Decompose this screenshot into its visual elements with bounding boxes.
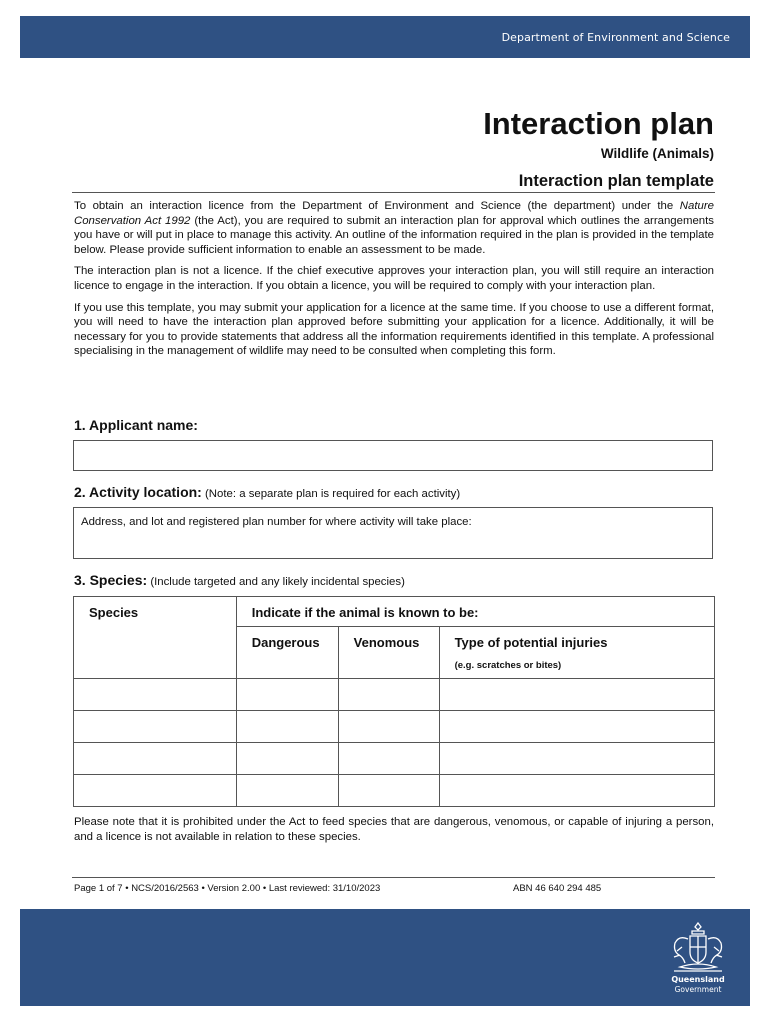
injuries-cell[interactable] — [439, 775, 714, 807]
activity-location-field[interactable] — [73, 507, 713, 559]
dangerous-cell[interactable] — [236, 679, 338, 711]
table-row — [74, 775, 715, 807]
intro-paragraph-2: The interaction plan is not a licence. If the chief executive approves your interaction plan, you will still require an interaction licence to engage in the interaction. If you obtain a licence, you will be required to comply with your interaction plan. — [74, 265, 714, 292]
coat-of-arms-icon — [668, 919, 728, 975]
col-header-dangerous: Dangerous — [236, 627, 338, 679]
intro-text — [74, 199, 714, 366]
col-header-injuries — [439, 627, 714, 679]
intro-p1-end: (the Act), you are required to submit an interaction plan for approval which outlines the arrangements you have or will put in place to manage this activity. An outline of the information required in the plan is provided in the template below. Please provide sufficient information to enable an assessment to be made. — [74, 214, 714, 256]
department-name: Department of Environment and Science — [501, 31, 730, 44]
injuries-cell[interactable] — [439, 679, 714, 711]
template-title: Interaction plan template — [518, 172, 714, 190]
page-info: Page 1 of 7 • NCS/2016/2563 • Version 2.00 • Last reviewed: 31/10/2023 — [74, 883, 381, 894]
location-note: (Note: a separate plan is required for each activity) — [201, 488, 461, 500]
col-header-venomous: Venomous — [338, 627, 439, 679]
location-heading — [74, 484, 460, 500]
table-row — [74, 711, 715, 743]
intro-p1-start: To obtain an interaction licence from the Department of Environment and Science (the department) under the — [74, 200, 680, 212]
page-subtitle: Wildlife (Animals) — [600, 146, 714, 161]
venomous-cell[interactable] — [338, 775, 439, 807]
species-heading — [74, 572, 405, 588]
queensland-government-logo — [668, 919, 728, 995]
logo-government: Government — [674, 985, 722, 994]
dangerous-cell[interactable] — [236, 775, 338, 807]
species-cell[interactable] — [74, 743, 237, 775]
abn: ABN 46 640 294 485 — [513, 883, 602, 894]
table-row — [74, 743, 715, 775]
injuries-label: Type of potential injuries — [454, 635, 608, 650]
venomous-cell[interactable] — [338, 711, 439, 743]
injuries-cell[interactable] — [439, 711, 714, 743]
species-cell[interactable] — [74, 775, 237, 807]
species-note: (Include targeted and any likely incidental species) — [147, 576, 405, 588]
col-header-species: Species — [74, 597, 237, 679]
header-band — [20, 16, 750, 58]
footer-band — [20, 909, 750, 1006]
applicant-heading-label: 1. Applicant name: — [74, 417, 198, 433]
page-title: Interaction plan — [483, 106, 714, 141]
act-name: Nature Conservation Act 1992 — [74, 200, 714, 227]
species-cell[interactable] — [74, 711, 237, 743]
dangerous-cell[interactable] — [236, 743, 338, 775]
divider-top — [72, 192, 715, 193]
applicant-heading — [74, 417, 198, 433]
intro-paragraph-1 — [74, 199, 714, 257]
dangerous-cell[interactable] — [236, 711, 338, 743]
location-heading-label: 2. Activity location: — [74, 484, 202, 500]
logo-queensland: Queensland — [671, 975, 725, 984]
divider-bottom — [72, 877, 715, 878]
species-table — [73, 596, 715, 807]
injuries-cell[interactable] — [439, 743, 714, 775]
injuries-hint: (e.g. scratches or bites) — [454, 660, 562, 671]
applicant-name-field[interactable] — [73, 440, 713, 471]
species-cell[interactable] — [74, 679, 237, 711]
col-header-group: Indicate if the animal is known to be: — [236, 597, 714, 627]
intro-paragraph-3: If you use this template, you may submit your application for a licence at the same time. If you choose to use a different format, you will need to have the interaction plan approved before submitting your application for a licence. Additionally, it will be necessary for you to provide statements that address all the information requirements identified in this template. A professional specialising in the management of wildlife may need to be consulted when completing this form. — [74, 301, 714, 358]
venomous-cell[interactable] — [338, 743, 439, 775]
species-heading-label: 3. Species: — [74, 572, 148, 588]
location-field-label: Address, and lot and registered plan number for where activity will take place: — [81, 516, 472, 528]
table-row — [74, 679, 715, 711]
feeding-prohibition-note: Please note that it is prohibited under the Act to feed species that are dangerous, venomous, or capable of injuring a person, and a licence is not available in relation to these species. — [74, 816, 714, 843]
venomous-cell[interactable] — [338, 679, 439, 711]
